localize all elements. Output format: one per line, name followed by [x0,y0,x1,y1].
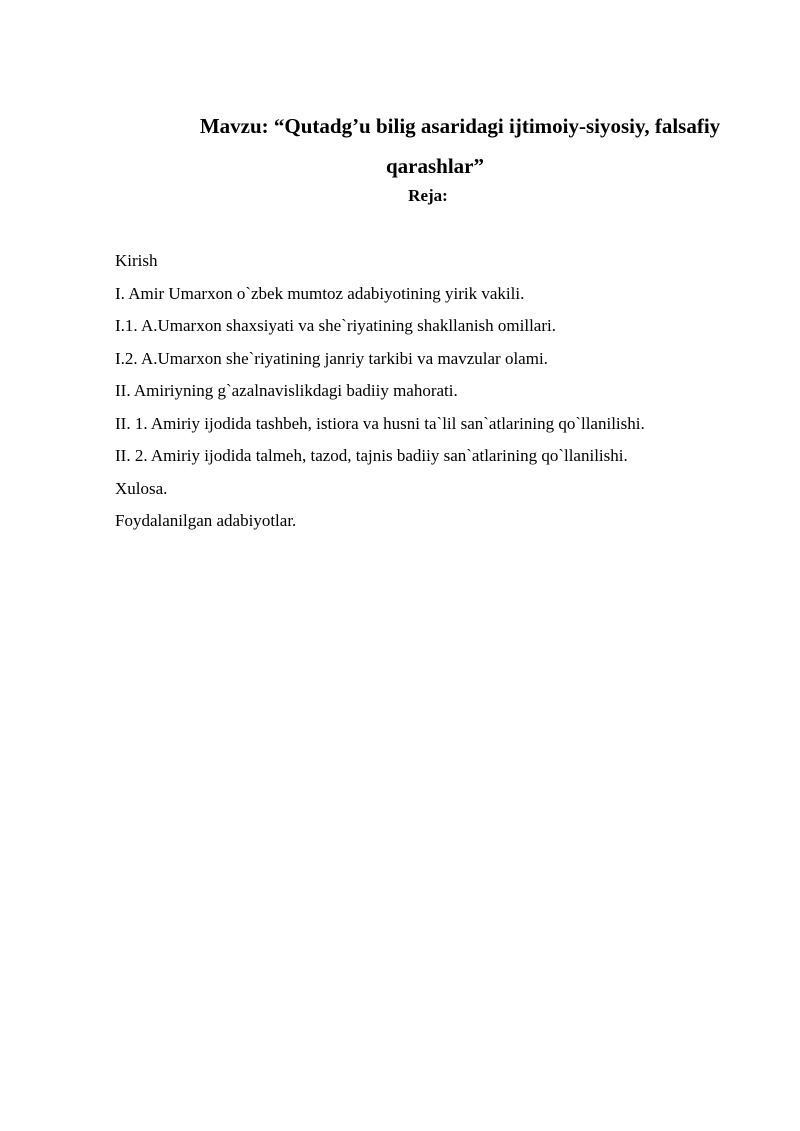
outline-item: I.1. A.Umarxon shaxsiyati va she`riyatining shakllanish omillari. [115,316,556,335]
outline-item: I. Amir Umarxon o`zbek mumtoz adabiyotining yirik vakili. [115,283,525,303]
outline-item: I.2. A.Umarxon she`riyatining janriy tarkibi va mavzular olami. [115,348,548,368]
outline-item: Kirish [115,251,158,270]
plan-heading: Reja: [408,186,448,205]
plan-outline [115,245,645,538]
title-line-2: qarashlar” [385,154,484,178]
outline-item: Xulosa. [115,478,168,498]
outline-item: II. 2. Amiriy ijodida talmeh, tazod, tajnis badiiy san`atlarining qo`llanilishi. [115,446,628,465]
title-line-1: Mavzu: “Qutadg’u bilig asaridagi ijtimoiy-siyosiy, falsafiy [199,114,721,138]
outline-item: II. 1. Amiriy ijodida tashbeh, istiora va husni ta`lil san`atlarining qo`llanilishi. [115,413,645,433]
outline-item: Foydalanilgan adabiyotlar. [115,511,297,530]
outline-item: II. Amiriyning g`azalnavislikdagi badiiy mahorati. [115,381,458,400]
document-title [115,106,755,186]
